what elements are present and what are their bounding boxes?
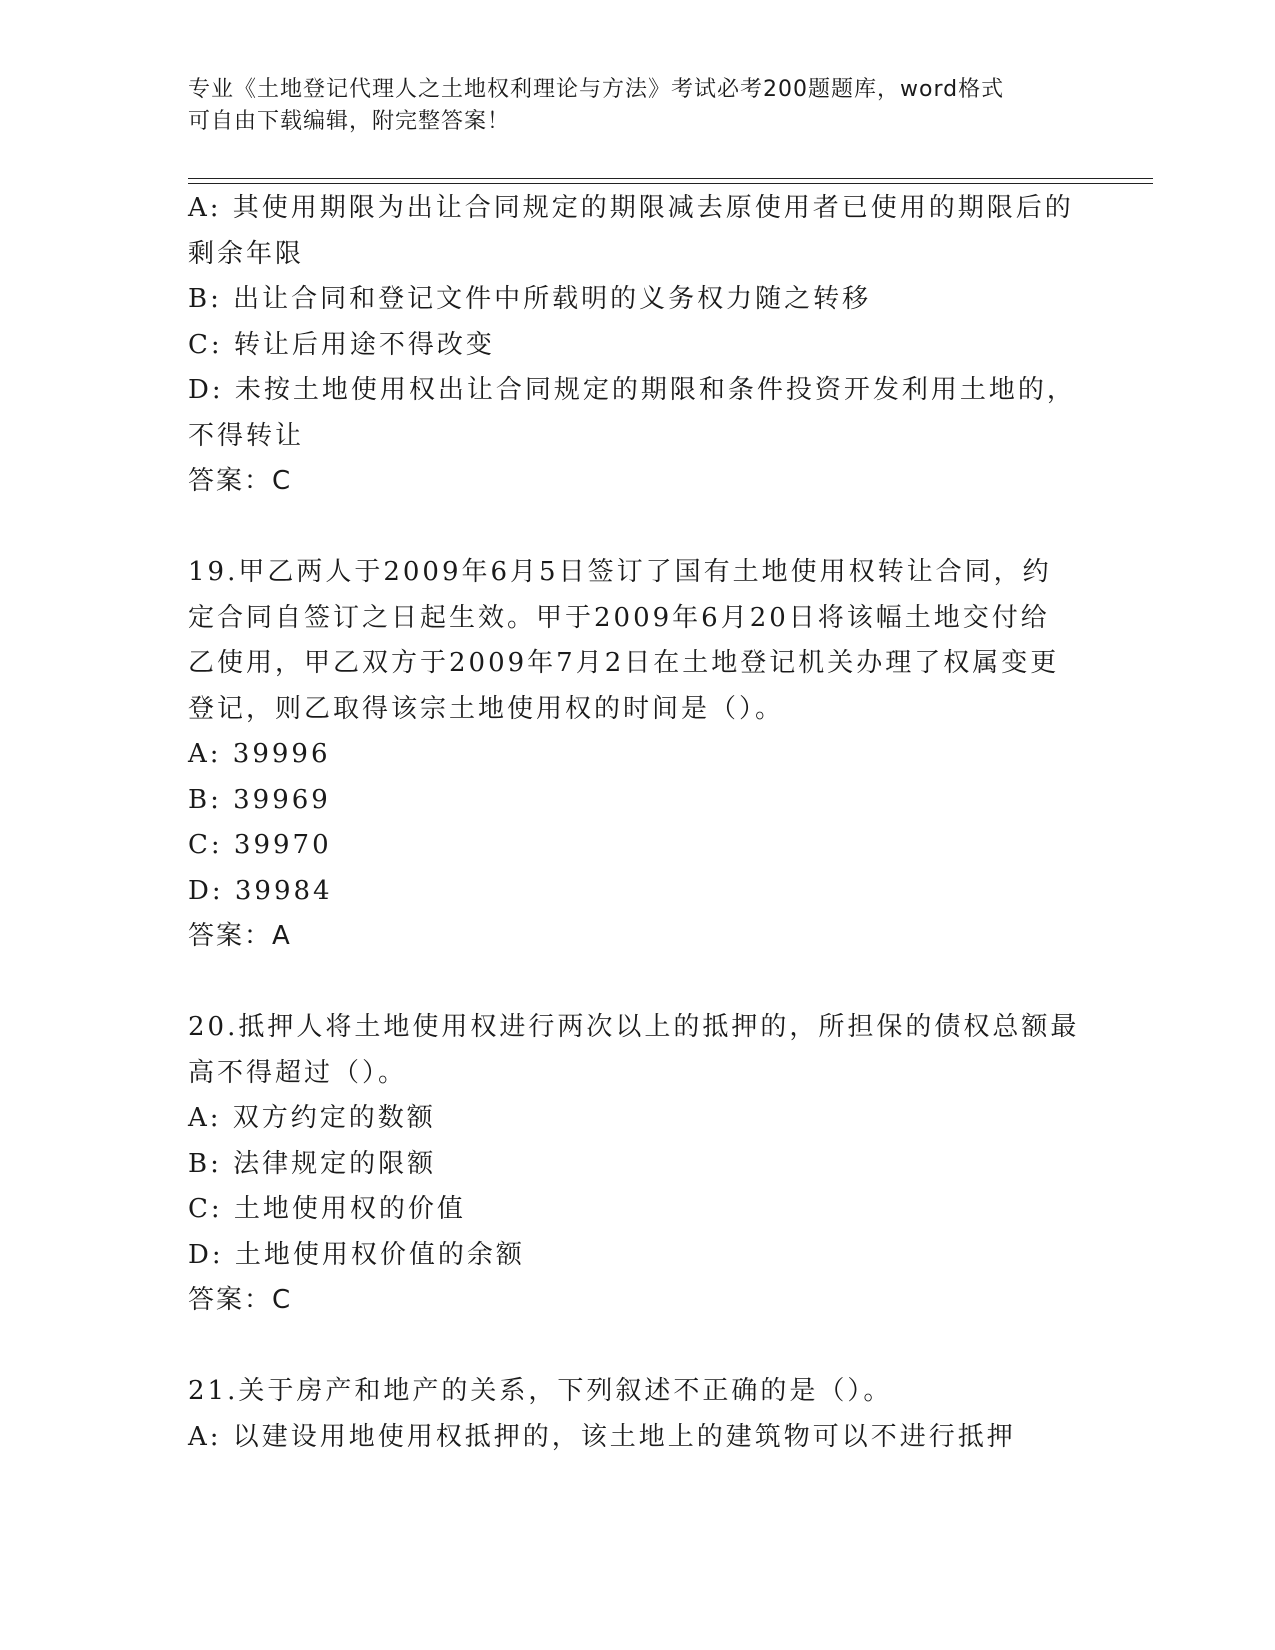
question-stem: 乙使用，甲乙双方于2009年7月2日在土地登记机关办理了权属变更 bbox=[188, 648, 1060, 678]
option-d: D: 未按土地使用权出让合同规定的期限和条件投资开发利用土地的， bbox=[188, 375, 1076, 405]
option-d: D: 39984 bbox=[188, 875, 333, 906]
option-a: A: 其使用期限为出让合同规定的期限减去原使用者已使用的期限后的 bbox=[188, 193, 1074, 223]
question-stem: 高不得超过（）。 bbox=[188, 1057, 408, 1088]
answer: 答案：C bbox=[188, 466, 293, 496]
header-divider bbox=[188, 183, 1153, 184]
option-c: C: 转让后用途不得改变 bbox=[188, 329, 495, 360]
option-a: A: 39996 bbox=[188, 739, 331, 769]
option-b: B: 法律规定的限额 bbox=[188, 1148, 437, 1179]
question-stem: 定合同自签订之日起生效。甲于2009年6月20日将该幅土地交付给 bbox=[188, 602, 1050, 633]
option-b: B: 39969 bbox=[188, 784, 331, 815]
option-b: B: 出让合同和登记文件中所载明的义务权力随之转移 bbox=[188, 284, 872, 314]
question-stem: 19.甲乙两人于2009年6月5日签订了国有土地使用权转让合同，约 bbox=[188, 557, 1052, 587]
option-a-cont: 剩余年限 bbox=[188, 238, 305, 269]
header-line: 可自由下载编辑，附完整答案！ bbox=[188, 109, 511, 134]
option-c: C: 39970 bbox=[188, 830, 332, 860]
option-a: A: 双方约定的数额 bbox=[188, 1103, 436, 1133]
question-stem: 21.关于房产和地产的关系，下列叙述不正确的是（）。 bbox=[188, 1376, 893, 1406]
document-header bbox=[188, 74, 1068, 138]
answer: 答案：C bbox=[188, 1285, 293, 1315]
answer: 答案：A bbox=[188, 921, 292, 951]
option-a: A: 以建设用地使用权抵押的，该土地上的建筑物可以不进行抵押 bbox=[188, 1421, 1016, 1452]
header-line: 专业《土地登记代理人之土地权利理论与方法》考试必考200题题库，word格式 bbox=[188, 77, 1005, 102]
question-stem: 登记，则乙取得该宗土地使用权的时间是（）。 bbox=[188, 693, 785, 724]
question-stem: 20.抵押人将土地使用权进行两次以上的抵押的，所担保的债权总额最 bbox=[188, 1012, 1080, 1042]
option-c: C: 土地使用权的价值 bbox=[188, 1194, 466, 1224]
option-d: D: 土地使用权价值的余额 bbox=[188, 1239, 525, 1270]
option-d-cont: 不得转让 bbox=[188, 420, 305, 451]
document-body bbox=[188, 186, 1088, 1460]
header-divider bbox=[188, 178, 1153, 179]
